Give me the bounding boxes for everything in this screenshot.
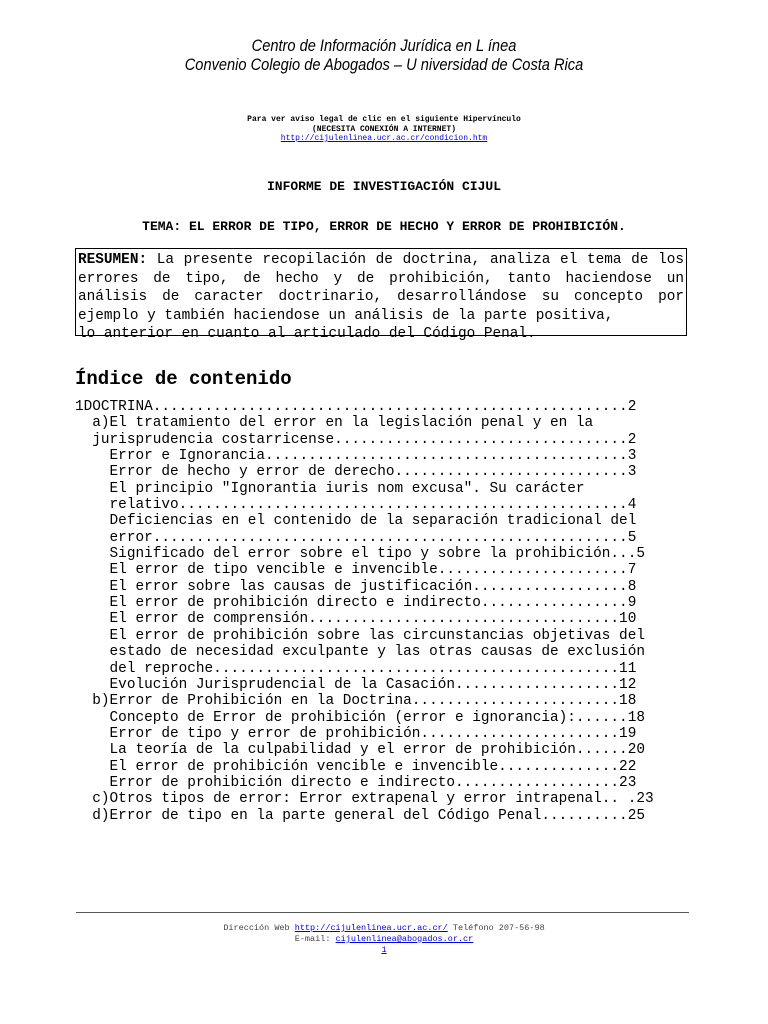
footer-email-line (0, 934, 768, 945)
toc-entry[interactable]: Concepto de Error de prohibición (error e ignorancia):......18 (75, 709, 645, 726)
toc-entry[interactable]: a)El tratamiento del error en la legislación penal y en la (75, 415, 594, 432)
toc-entry[interactable]: Significado del error sobre el tipo y sobre la prohibición...5 (75, 546, 645, 563)
toc-entry[interactable]: Error de prohibición directo e indirecto...................23 (75, 774, 637, 791)
toc-entry[interactable]: jurisprudencia costarricense..................................2 (75, 431, 637, 448)
footer-email-label: E-mail: (294, 934, 336, 944)
topic-title: TEMA: EL ERROR DE TIPO, ERROR DE HECHO Y ERROR DE PROHIBICIÓN. (142, 219, 626, 234)
toc-entry[interactable]: Deficiencias en el contenido de la separación tradicional del (75, 513, 637, 530)
legal-notice-requirement: (NECESITA CONEXIÓN A INTERNET) (311, 124, 457, 134)
summary-label: RESUMEN: (78, 252, 148, 268)
toc-entry[interactable]: El error de prohibición vencible e invencible..............22 (75, 758, 637, 775)
page-number[interactable]: 1 (381, 945, 387, 955)
toc-entry[interactable]: Error e Ignorancia..........................................3 (75, 448, 637, 465)
toc-entry[interactable]: relativo....................................................4 (75, 497, 637, 514)
legal-notice-text: Para ver aviso legal de clic en el siguiente Hipervínculo (247, 115, 521, 124)
summary-box (75, 248, 687, 342)
toc-entry[interactable]: El error de prohibición directo e indirecto.................9 (75, 595, 637, 612)
header-line-1: Centro de Información Jurídica en L ínea (251, 36, 517, 55)
toc-entry[interactable]: El principio "Ignorantia iuris nom excusa". Su carácter (75, 480, 585, 497)
toc-entry[interactable]: error.......................................................5 (75, 529, 637, 546)
toc-entry[interactable]: Error de hecho y error de derecho...........................3 (75, 464, 637, 481)
report-title: INFORME DE INVESTIGACIÓN CIJUL (266, 179, 502, 194)
legal-notice (0, 115, 768, 144)
toc-entry[interactable]: del reproche...............................................11 (75, 660, 637, 677)
toc-entry[interactable]: El error sobre las causas de justificación..................8 (75, 578, 637, 595)
toc-entry[interactable]: c)Otros tipos de error: Error extrapenal y error intrapenal.. .23 (75, 791, 654, 808)
page-number-line (0, 945, 768, 956)
toc-entry[interactable]: La teoría de la culpabilidad y el error de prohibición......20 (75, 742, 645, 759)
header-line-2: Convenio Colegio de Abogados – U niversidad de Costa Rica (184, 55, 584, 74)
summary-body (78, 251, 684, 325)
toc-entry[interactable]: Evolución Jurisprudencial de la Casación...................12 (75, 676, 637, 693)
summary-last-line: lo anterior en cuanto al articulado del Código Penal. (78, 326, 536, 342)
footer-divider (76, 912, 689, 913)
footer-web-link[interactable]: http://cijulenlinea.ucr.ac.cr/ (294, 923, 448, 933)
table-of-contents (75, 399, 695, 824)
toc-entry[interactable]: 1DOCTRINA.......................................................2 (75, 399, 637, 415)
toc-entry[interactable]: El error de prohibición sobre las circunstancias objetivas del (75, 627, 645, 644)
footer-phone: Teléfono 207-56-98 (447, 923, 545, 933)
toc-entry[interactable]: El error de comprensión....................................10 (75, 611, 637, 628)
toc-entry[interactable]: Error de tipo y error de prohibición.......................19 (75, 725, 637, 742)
toc-entry[interactable]: El error de tipo vencible e invencible......................7 (75, 562, 637, 579)
toc-entry[interactable]: b)Error de Prohibición en la Doctrina........................18 (75, 693, 637, 710)
summary-text: La presente recopilación de doctrina, analiza el tema de los errores de tipo, de hecho y de prohibición, tanto haciendose un análisis de caracter doctrinario, desarrollándose su concepto por ejemplo y también haciendose un análisis de la parte positiva, (78, 252, 684, 324)
legal-notice-link[interactable]: http://cijulenlinea.ucr.ac.cr/condicion.htm (280, 134, 488, 143)
toc-entry[interactable]: estado de necesidad exculpante y las otras causas de exclusión (75, 644, 645, 661)
footer-web-label: Dirección Web (223, 923, 295, 933)
toc-entry[interactable]: d)Error de tipo en la parte general del Código Penal..........25 (75, 807, 645, 824)
footer-web-line (0, 923, 768, 934)
footer-email-link[interactable]: cijulenlinea@abogados.or.cr (335, 934, 474, 944)
toc-heading: Índice de contenido (75, 368, 292, 390)
